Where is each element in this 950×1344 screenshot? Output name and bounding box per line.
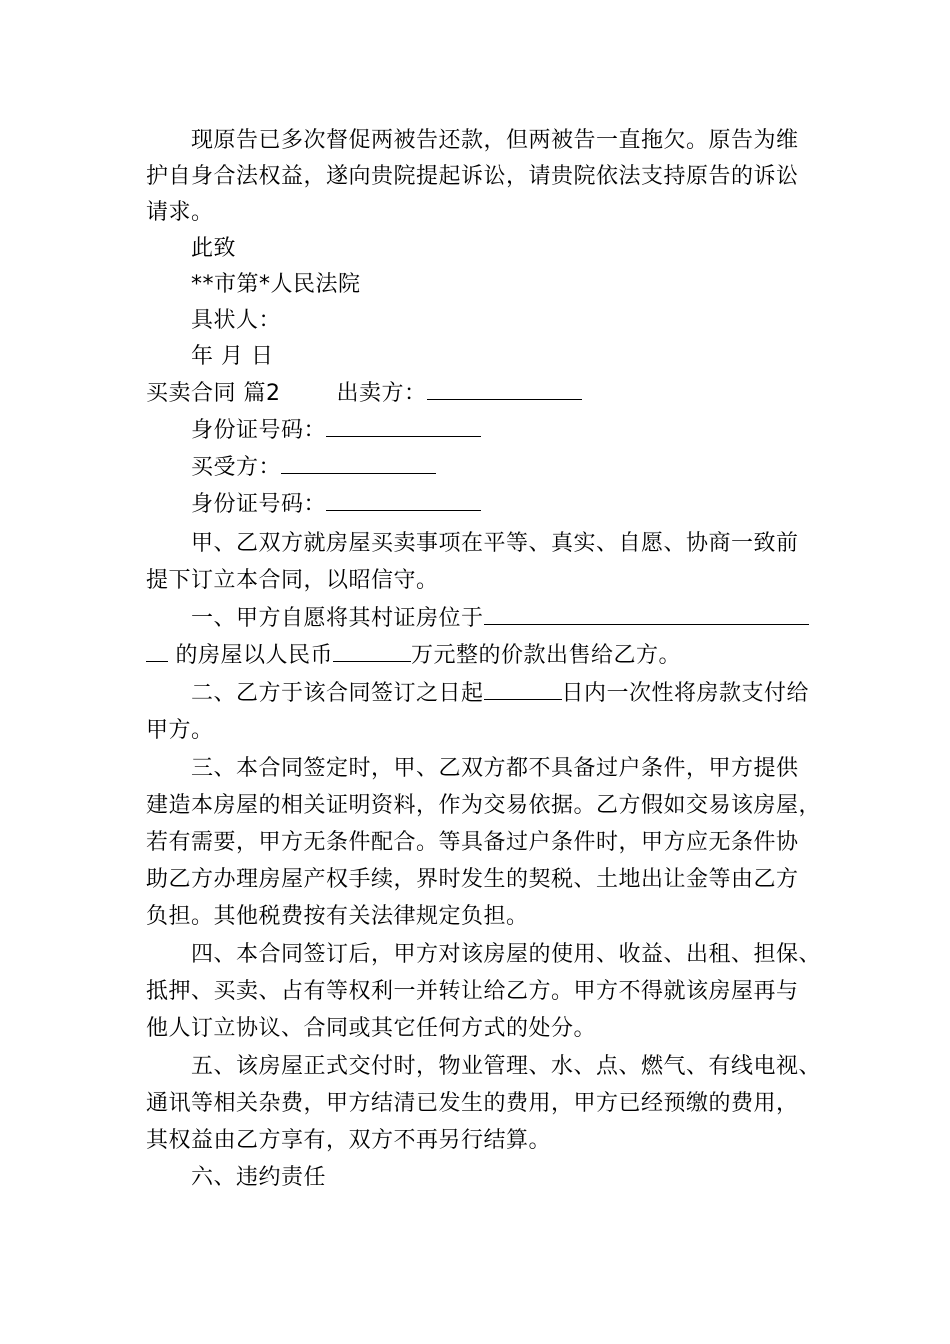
intro-line1: 甲、乙双方就房屋买卖事项在平等、真实、自愿、协商一致前 bbox=[191, 531, 799, 556]
clause2-line1 bbox=[191, 675, 891, 712]
court-name: **市第*人民法院 bbox=[191, 272, 361, 297]
buyer-label: 买受方： bbox=[191, 455, 282, 480]
seller-id-label: 身份证号码： bbox=[191, 418, 327, 443]
seller-label: 出卖方： bbox=[336, 381, 427, 406]
clause1-text2: 的房屋以人民币 bbox=[175, 643, 334, 668]
buyer-blank bbox=[281, 449, 436, 474]
location-blank-cont bbox=[146, 637, 168, 662]
clause2-line2: 甲方。 bbox=[146, 718, 214, 743]
clause1-text1: 一、甲方自愿将其村证房位于 bbox=[191, 606, 484, 631]
contract-heading-line bbox=[146, 375, 846, 412]
clause5-line2: 通讯等相关杂费，甲方结清已发生的费用，甲方已经预缴的费用， bbox=[146, 1091, 799, 1116]
clause4-line1: 四、本合同签订后，甲方对该房屋的使用、收益、出租、担保、 bbox=[191, 942, 822, 967]
buyer-id-blank bbox=[326, 486, 481, 511]
contract-heading: 买卖合同 篇2 bbox=[146, 381, 281, 406]
price-blank bbox=[333, 637, 411, 662]
clause4-line3: 他人订立协议、合同或其它任何方式的处分。 bbox=[146, 1016, 597, 1041]
buyer-line bbox=[191, 449, 891, 486]
clause3-line2: 建造本房屋的相关证明资料，作为交易依据。乙方假如交易该房屋， bbox=[146, 793, 822, 818]
clause2-text2: 日内一次性将房款支付给 bbox=[561, 681, 810, 706]
clause6-heading: 六、违约责任 bbox=[191, 1165, 327, 1190]
signer-label: 具状人： bbox=[191, 308, 282, 333]
clause3-line3: 若有需要，甲方无条件配合。等具备过户条件时，甲方应无条件协 bbox=[146, 830, 799, 855]
para1-line1: 现原告已多次督促两被告还款，但两被告一直拖欠。原告为维 bbox=[191, 128, 799, 153]
clause1-text3: 万元整的价款出售给乙方。 bbox=[411, 643, 682, 668]
seller-id-blank bbox=[326, 412, 481, 437]
location-blank bbox=[484, 600, 809, 625]
clause1-line1 bbox=[191, 600, 891, 637]
date-line: 年 月 日 bbox=[191, 344, 274, 369]
para1-line2: 护自身合法权益，遂向贵院提起诉讼，请贵院依法支持原告的诉讼 bbox=[146, 164, 799, 189]
seller-id-line bbox=[191, 412, 891, 449]
buyer-id-line bbox=[191, 486, 891, 523]
clause2-text1: 二、乙方于该合同签订之日起 bbox=[191, 681, 484, 706]
clause3-line1: 三、本合同签定时，甲、乙双方都不具备过户条件，甲方提供 bbox=[191, 756, 799, 781]
clause1-line2 bbox=[146, 637, 846, 674]
para1-line3: 请求。 bbox=[146, 200, 214, 225]
buyer-id-label: 身份证号码： bbox=[191, 492, 327, 517]
clause5-line1: 五、该房屋正式交付时，物业管理、水、点、燃气、有线电视、 bbox=[191, 1054, 822, 1079]
intro-line2: 提下订立本合同，以昭信守。 bbox=[146, 568, 439, 593]
clause3-line4: 助乙方办理房屋产权手续，界时发生的契税、土地出让金等由乙方 bbox=[146, 867, 799, 892]
days-blank bbox=[484, 675, 562, 700]
clause4-line2: 抵押、买卖、占有等权利一并转让给乙方。甲方不得就该房屋再与 bbox=[146, 979, 799, 1004]
clause5-line3: 其权益由乙方享有，双方不再另行结算。 bbox=[146, 1128, 552, 1153]
clause3-line5: 负担。其他税费按有关法律规定负担。 bbox=[146, 904, 529, 929]
salutation: 此致 bbox=[191, 236, 237, 261]
seller-blank bbox=[427, 375, 582, 400]
